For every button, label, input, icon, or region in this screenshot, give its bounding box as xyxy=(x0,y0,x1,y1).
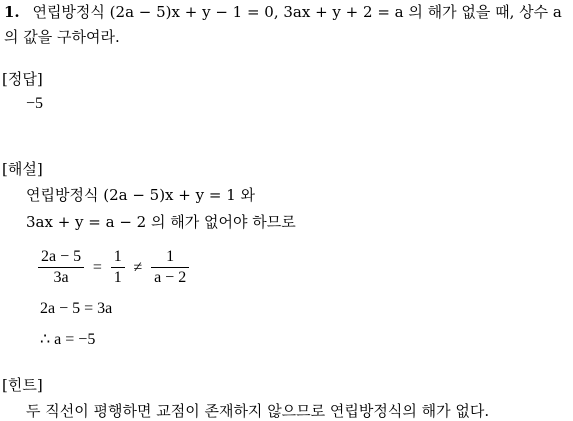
answer-value: −5 xyxy=(26,95,44,112)
fraction-2-denominator: 1 xyxy=(113,269,122,286)
explanation-step-2: 2a − 5 = 3a xyxy=(40,300,113,317)
problem-line-1 xyxy=(4,3,562,21)
fraction-equation xyxy=(38,248,189,287)
equals-sign: = xyxy=(92,258,102,276)
fraction-2-numerator: 1 xyxy=(111,248,125,268)
problem-line-2 xyxy=(4,28,120,46)
explanation-line-2: 3ax + y = a − 2 의 해가 없어야 하므로 xyxy=(26,213,296,231)
fraction-1 xyxy=(38,248,84,287)
hint-text: 두 직선이 평행하면 교점이 존재하지 않으므로 연립방정식의 해가 없다. xyxy=(26,402,490,420)
explanation-line-1: 연립방정식 (2a − 5)x + y = 1 와 xyxy=(26,186,256,204)
problem-text-1: 연립방정식 (2a − 5)x + y − 1 = 0, 3ax + y + 2 = a 의 해가 없을 때, 상수 a xyxy=(32,3,562,21)
answer-header: [정답] xyxy=(2,70,43,88)
fraction-1-numerator: 2a − 5 xyxy=(38,248,84,268)
fraction-1-denominator: 3a xyxy=(53,269,69,286)
explanation-header: [해설] xyxy=(2,160,43,178)
fraction-3-numerator: 1 xyxy=(151,248,189,268)
fraction-3-denominator: a − 2 xyxy=(154,269,187,286)
not-equal-sign: ≠ xyxy=(133,258,143,276)
fraction-3 xyxy=(151,248,189,287)
fraction-2 xyxy=(111,248,125,287)
hint-header: [힌트] xyxy=(2,376,43,394)
explanation-step-3: ∴ a = −5 xyxy=(40,331,96,348)
problem-number: 1. xyxy=(4,3,20,21)
problem-text-2: 의 값을 구하여라. xyxy=(4,28,120,46)
